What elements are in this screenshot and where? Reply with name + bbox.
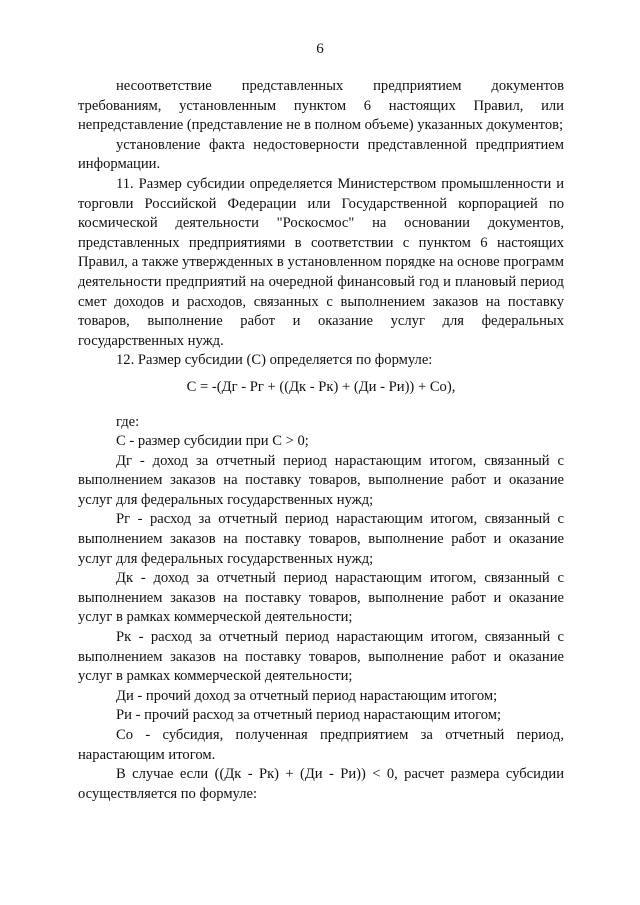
definition-dk: Дк - доход за отчетный период нарастающим итогом, связанный с выполнением заказов на поставку товаров, выполнение работ и оказание услуг в рамках коммерческой деятельности;	[78, 570, 564, 626]
definition-di: Ди - прочий доход за отчетный период нарастающим итогом;	[116, 687, 498, 704]
paragraph-false-information: установление факта недостоверности представленной предприятием информации.	[78, 136, 564, 173]
definition-rg: Рг - расход за отчетный период нарастающим итогом, связанный с выполнением заказов на поставку товаров, выполнение работ и оказание услуг для федеральных государственных нужд;	[78, 511, 564, 567]
definition-so: Со - субсидия, полученная предприятием за отчетный период, нарастающим итогом.	[78, 727, 564, 763]
paragraph-where: где:	[116, 413, 140, 430]
paragraph-document-mismatch: несоответствие представленных предприятием документов требованиям, установленным пунктом 6 настоящих Правил, или непредставление (представление не в полном объеме) указанных документов;	[78, 78, 564, 134]
definition-dg: Дг - доход за отчетный период нарастающим итогом, связанный с выполнением заказов на поставку товаров, выполнение работ и оказание услуг для федеральных государственных нужд;	[78, 452, 564, 508]
page-number: 6	[316, 41, 324, 57]
document-body	[78, 77, 564, 804]
paragraph-clause-12: 12. Размер субсидии (С) определяется по формуле:	[116, 352, 433, 369]
paragraph-clause-11: 11. Размер субсидии определяется Министерством промышленности и торговли Российской Федерации или Государственной корпорацией по космической деятельности "Роскосмос" на основании документов, представленных предприятиями в соответствии с пунктом 6 настоящих Правил, а также утвержденных в установленном порядке на основе программ деятельности предприятий на очередной финансовый год и плановый период смет доходов и расходов, связанных с выполнением заказов на поставку товаров, выполнение работ и оказание услуг для федеральных государственных нужд.	[78, 175, 564, 349]
definition-ri: Ри - прочий расход за отчетный период нарастающим итогом;	[116, 707, 502, 724]
definition-s: С - размер субсидии при С > 0;	[116, 433, 309, 450]
paragraph-negative-case: В случае если ((Дк - Рк) + (Ди - Ри)) < 0, расчет размера субсидии осуществляется по формуле:	[78, 766, 564, 802]
subsidy-formula: С = -(Дг - Рг + ((Дк - Рк) + (Ди - Ри)) + Со),	[186, 378, 456, 395]
definition-rk: Рк - расход за отчетный период нарастающим итогом, связанный с выполнением заказов на поставку товаров, выполнение работ и оказание услуг в рамках коммерческой деятельности;	[78, 629, 564, 685]
